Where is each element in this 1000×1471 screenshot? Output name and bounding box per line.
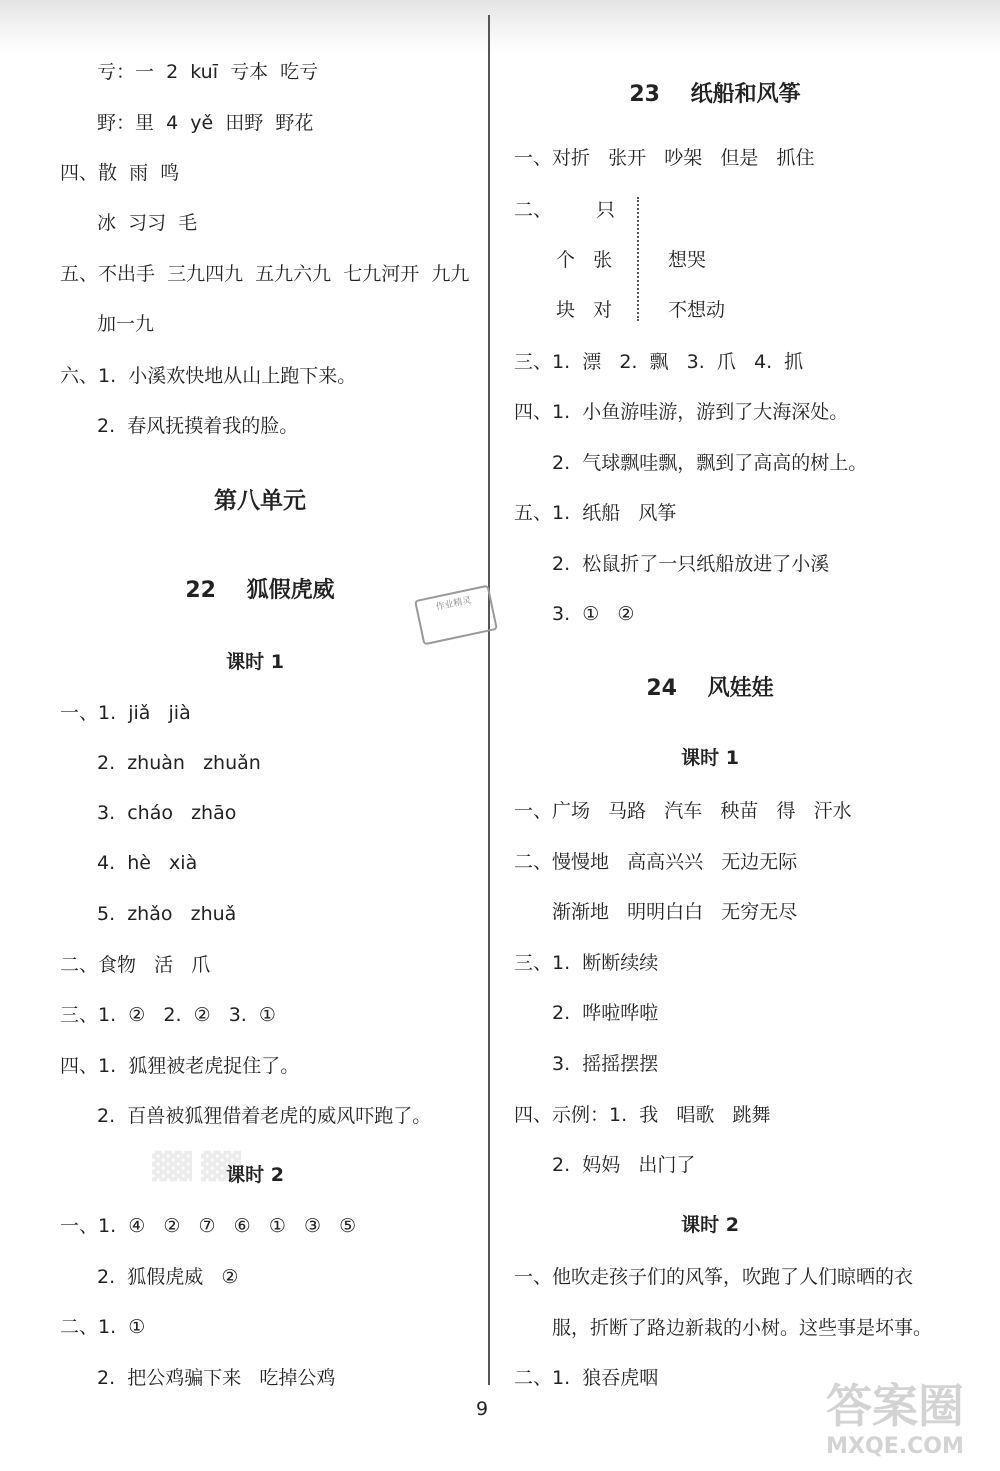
- lesson-24-session-1: 课时 1: [681, 747, 739, 769]
- lesson-24-session-2: 课时 2: [681, 1214, 739, 1236]
- answer-line: 五、1. 纸船 风筝: [514, 502, 677, 524]
- answer-line: 二、食物 活 爪: [60, 954, 211, 976]
- answer-line: 2. 妈妈 出门了: [552, 1154, 696, 1176]
- answer-line: 一、广场 马路 汽车 秧苗 得 汗水: [514, 800, 852, 822]
- lesson-24-title: 24 风娃娃: [646, 676, 774, 701]
- answer-line: 三、1. ② 2. ② 3. ①: [60, 1004, 276, 1026]
- answer-line: 2. 春风抚摸着我的脸。: [97, 415, 299, 437]
- answer-line: 四、散 雨 鸣: [60, 162, 180, 184]
- answer-line: 4. hè xià: [97, 852, 198, 874]
- lesson-22-title: 22 狐假虎威: [185, 578, 335, 603]
- answer-line: 一、对折 张开 吵架 但是 抓住: [514, 147, 815, 169]
- column-divider: [488, 15, 490, 1385]
- answer-line: 2. 把公鸡骗下来 吃掉公鸡: [97, 1367, 336, 1389]
- answer-line: 加一九: [97, 313, 155, 335]
- answer-line: 野：里 4 yě 田野 野花: [97, 112, 314, 134]
- answer-line: 2. 松鼠折了一只纸船放进了小溪: [552, 553, 830, 575]
- lesson-22-session-1: 课时 1: [226, 651, 284, 673]
- answer-line: 2. 百兽被狐狸借着老虎的威风吓跑了。: [97, 1105, 432, 1127]
- site-watermark: [800, 1378, 990, 1466]
- answer-line: 六、1. 小溪欢快地从山上跑下来。: [60, 365, 357, 387]
- answer-line: 渐渐地 明明白白 无穷无尽: [552, 901, 798, 923]
- grid-separator: [637, 197, 639, 321]
- answer-line: 亏：一 2 kuī 亏本 吃亏: [97, 61, 319, 83]
- answer-line: 四、1. 狐狸被老虎捉住了。: [60, 1055, 300, 1077]
- answer-line: 2. zhuàn zhuǎn: [97, 752, 261, 774]
- answer-line: 3. 摇摇摆摆: [552, 1053, 659, 1075]
- watermark-site: MXQE.COM: [826, 1434, 964, 1459]
- answer-line: 3. ① ②: [552, 603, 635, 625]
- grid-right-mid: 想哭: [668, 249, 707, 271]
- grid-left-top: 只: [596, 199, 616, 221]
- page-number: 9: [475, 1398, 489, 1420]
- grid-label: 二、: [514, 199, 553, 221]
- stamp-logo: [414, 585, 498, 646]
- answer-line: 三、1. 断断续续: [514, 952, 659, 974]
- answer-line: 二、1. 狼吞虎咽: [514, 1367, 659, 1389]
- lesson-22-session-2: 课时 2: [226, 1164, 284, 1186]
- faint-watermark: ▓▓ ▓▓: [152, 1152, 242, 1182]
- answer-line: 一、他吹走孩子们的风筝，吹跑了人们晾晒的衣: [514, 1266, 914, 1288]
- answer-line: 2. 狐假虎威 ②: [97, 1266, 239, 1288]
- answer-line: 二、1. ①: [60, 1316, 146, 1338]
- answer-line: 2. 哗啦哗啦: [552, 1002, 659, 1024]
- answer-line: 二、慢慢地 高高兴兴 无边无际: [514, 851, 798, 873]
- answer-line: 一、1. jiǎ jià: [60, 702, 191, 724]
- answer-line: 冰 习习 毛: [97, 212, 198, 234]
- grid-right-bot: 不想动: [668, 299, 726, 321]
- answer-line: 四、1. 小鱼游哇游，游到了大海深处。: [514, 401, 849, 423]
- answer-line: 三、1. 漂 2. 飘 3. 爪 4. 抓: [514, 351, 804, 373]
- scan-top-shadow: [0, 0, 1000, 55]
- answer-line: 一、1. ④ ② ⑦ ⑥ ① ③ ⑤: [60, 1215, 357, 1237]
- stamp-text: 作业精灵: [435, 595, 473, 613]
- unit-title: 第八单元: [214, 488, 306, 514]
- answer-line: 服，折断了路边新栽的小树。这些事是坏事。: [552, 1317, 933, 1339]
- answer-line: 5. zhǎo zhuǎ: [97, 903, 237, 925]
- answer-line: 五、不出手 三九四九 五九六九 七九河开 九九: [60, 263, 470, 285]
- grid-left-bot: 块 对: [556, 299, 613, 321]
- lesson-23-title: 23 纸船和风筝: [629, 82, 801, 107]
- answer-line: 四、示例：1. 我 唱歌 跳舞: [514, 1104, 771, 1126]
- answer-line: 3. cháo zhāo: [97, 802, 237, 824]
- watermark-main: 答案圈: [826, 1379, 964, 1433]
- answer-line: 2. 气球飘哇飘，飘到了高高的树上。: [552, 452, 868, 474]
- grid-left-mid: 个 张: [556, 249, 613, 271]
